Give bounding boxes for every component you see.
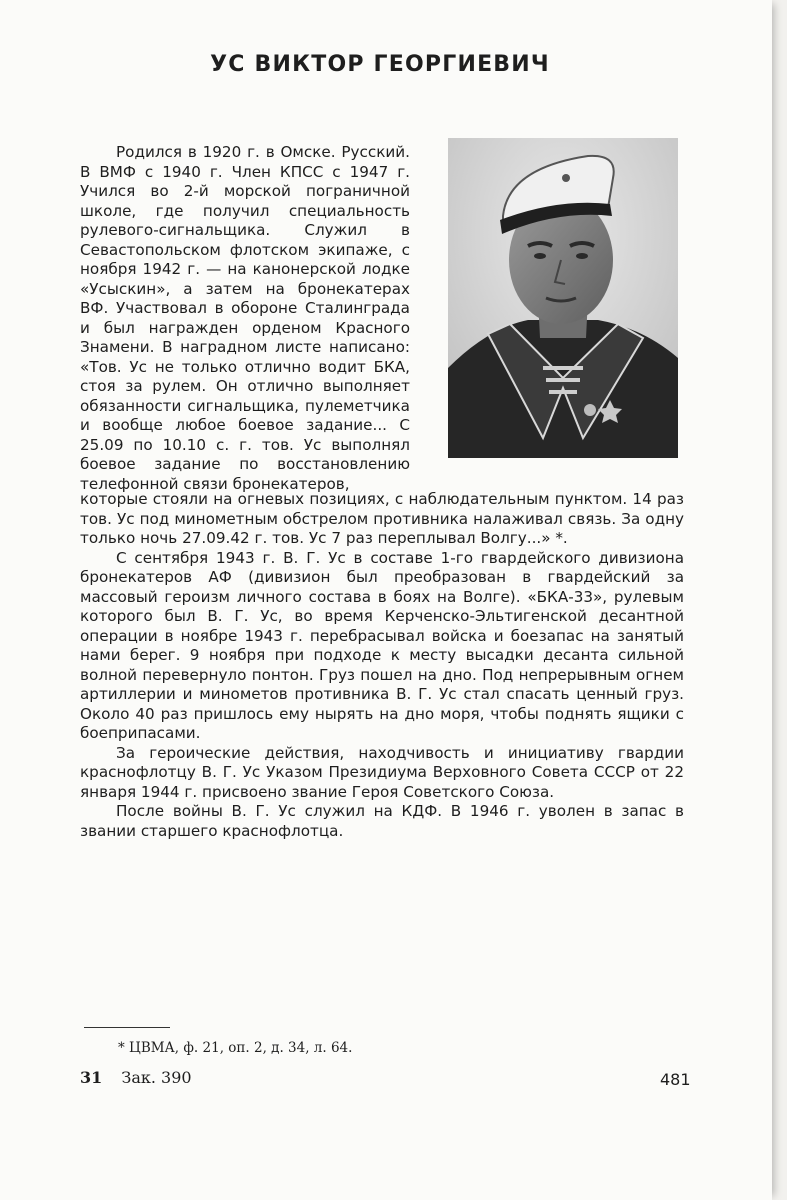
signature-number: 31 (80, 1068, 103, 1087)
biography-paragraph-1-continued: которые стояли на огневых позициях, с наблюдательным пунктом. 14 раз тов. Ус под минометным обстрелом противника налаживал связь. За одну только ночь 27.09.42 г. тов. Ус 7 раз переплывал Волгу...» *. (80, 490, 684, 547)
biography-paragraph-2: С сентября 1943 г. В. Г. Ус в составе 1-го гвардейского дивизиона бронекатеров АФ (дивизион был преобразован в гвардейский за массовый героизм личного состава в боях на Волге). «БКА-33», рулевым которого был В. Г. Ус, во время Керченско-Эльтигенской десантной операции в ноябре 1943 г. перебрасывал войска и боезапас на занятый нами берег. 9 ноября при подходе к месту высадки десанта сильной волной перевернуло понтон. Груз пошел на дно. Под непрерывным огнем артиллерии и минометов противника В. Г. Ус стал спасать ценный груз. Около 40 раз пришлось ему нырять на дно моря, чтобы поднять ящики с боеприпасами. (80, 548, 684, 742)
biography-column-full (80, 490, 684, 841)
portrait-photo (448, 138, 678, 458)
page-number: 481 (660, 1070, 691, 1089)
biography-column-top (80, 143, 410, 494)
page-title: УС ВИКТОР ГЕОРГИЕВИЧ (210, 52, 550, 77)
biography-paragraph-1-start: Родился в 1920 г. в Омске. Русский. В ВМФ с 1940 г. Член КПСС с 1947 г. Учился во 2-й морской пограничной школе, где получил специальность рулевого-сигнальщика. Служил в Севастопольском флотском экипаже, с ноября 1942 г. — на канонерской лодке «Усыскин», а затем на бронекатерах ВФ. Участвовал в обороне Сталинграда и был награжден орденом Красного Знамени. В наградном листе написано: «Тов. Ус не только отлично водит БКА, стоя за рулем. Он отлично выполняет обязанности сигнальщика, пулеметчика и вообще любое боевое задание... С 25.09 по 10.10 с. г. тов. Ус выполнял боевое задание по восстановлению телефонной связи бронекатеров, (80, 143, 410, 493)
footnote-divider (84, 1027, 170, 1028)
print-signature (80, 1068, 192, 1087)
footnote: * ЦВМА, ф. 21, оп. 2, д. 34, л. 64. (118, 1040, 353, 1056)
biography-paragraph-4: После войны В. Г. Ус служил на КДФ. В 1946 г. уволен в запас в звании старшего краснофлотца. (80, 802, 684, 840)
biography-paragraph-3: За героические действия, находчивость и инициативу гвардии краснофлотцу В. Г. Ус Указом Президиума Верховного Совета СССР от 22 января 1944 г. присвоено звание Героя Советского Союза. (80, 743, 684, 801)
portrait-photo-sailor-icon (448, 138, 678, 458)
order-text: Зак. 390 (121, 1068, 192, 1087)
